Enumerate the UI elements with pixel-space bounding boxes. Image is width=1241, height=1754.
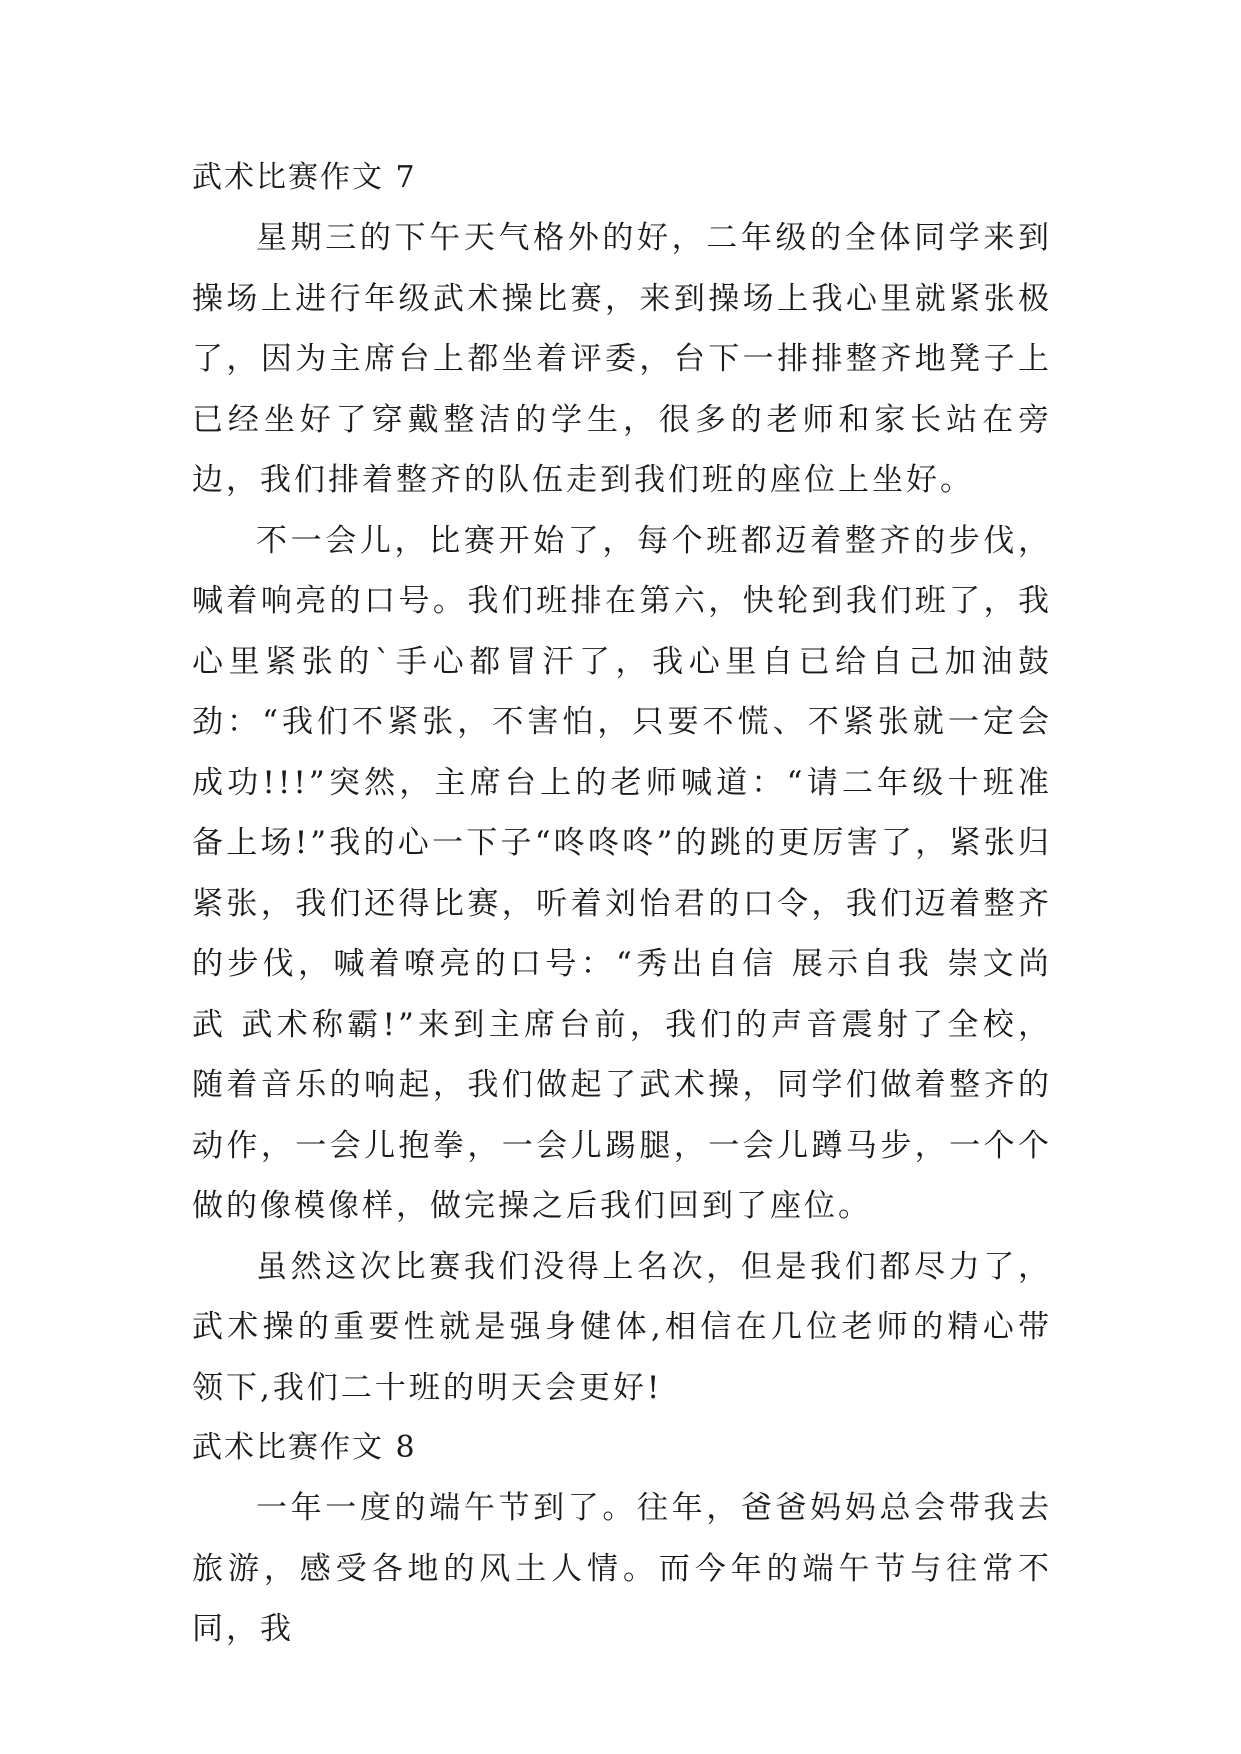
paragraph-7-2: 不一会儿，比赛开始了，每个班都迈着整齐的步伐，喊着响亮的口号。我们班排在第六，快轮到我们班了，我心里紧张的`手心都冒汗了，我心里自已给自己加油鼓劲：“我们不紧张，不害怕，只要不慌、不紧张就一定会成功!!!”突然，主席台上的老师喊道：“请二年级十班准备上场!”我的心一下子“咚咚咚”的跳的更厉害了，紧张归紧张，我们还得比赛，听着刘怡君的口令，我们迈着整齐的步伐，喊着嘹亮的口号：“秀出自信 展示自我 崇文尚武 武术称霸!”来到主席台前，我们的声音震射了全校，随着音乐的响起，我们做起了武术操，同学们做着整齐的动作，一会儿抱拳，一会儿踢腿，一会儿蹲马步，一个个做的像模像样，做完操之后我们回到了座位。 bbox=[192, 522, 1052, 1224]
section-heading-8: 武术比赛作文 8 bbox=[192, 1430, 417, 1465]
paragraph-7-3: 虽然这次比赛我们没得上名次，但是我们都尽力了，武术操的重要性就是强身健体,相信在几位老师的精心带领下,我们二十班的明天会更好! bbox=[192, 1248, 1052, 1406]
document-page bbox=[192, 148, 1052, 1660]
paragraph-8-1: 一年一度的端午节到了。往年，爸爸妈妈总会带我去旅游，感受各地的风土人情。而今年的端午节与往常不同，我 bbox=[192, 1490, 1052, 1647]
paragraph-7-1: 星期三的下午天气格外的好，二年级的全体同学来到操场上进行年级武术操比赛，来到操场上我心里就紧张极了，因为主席台上都坐着评委，台下一排排整齐地凳子上已经坐好了穿戴整洁的学生，很多的老师和家长站在旁边，我们排着整齐的队伍走到我们班的座位上坐好。 bbox=[192, 220, 1052, 498]
section-heading-7: 武术比赛作文 7 bbox=[192, 160, 417, 195]
